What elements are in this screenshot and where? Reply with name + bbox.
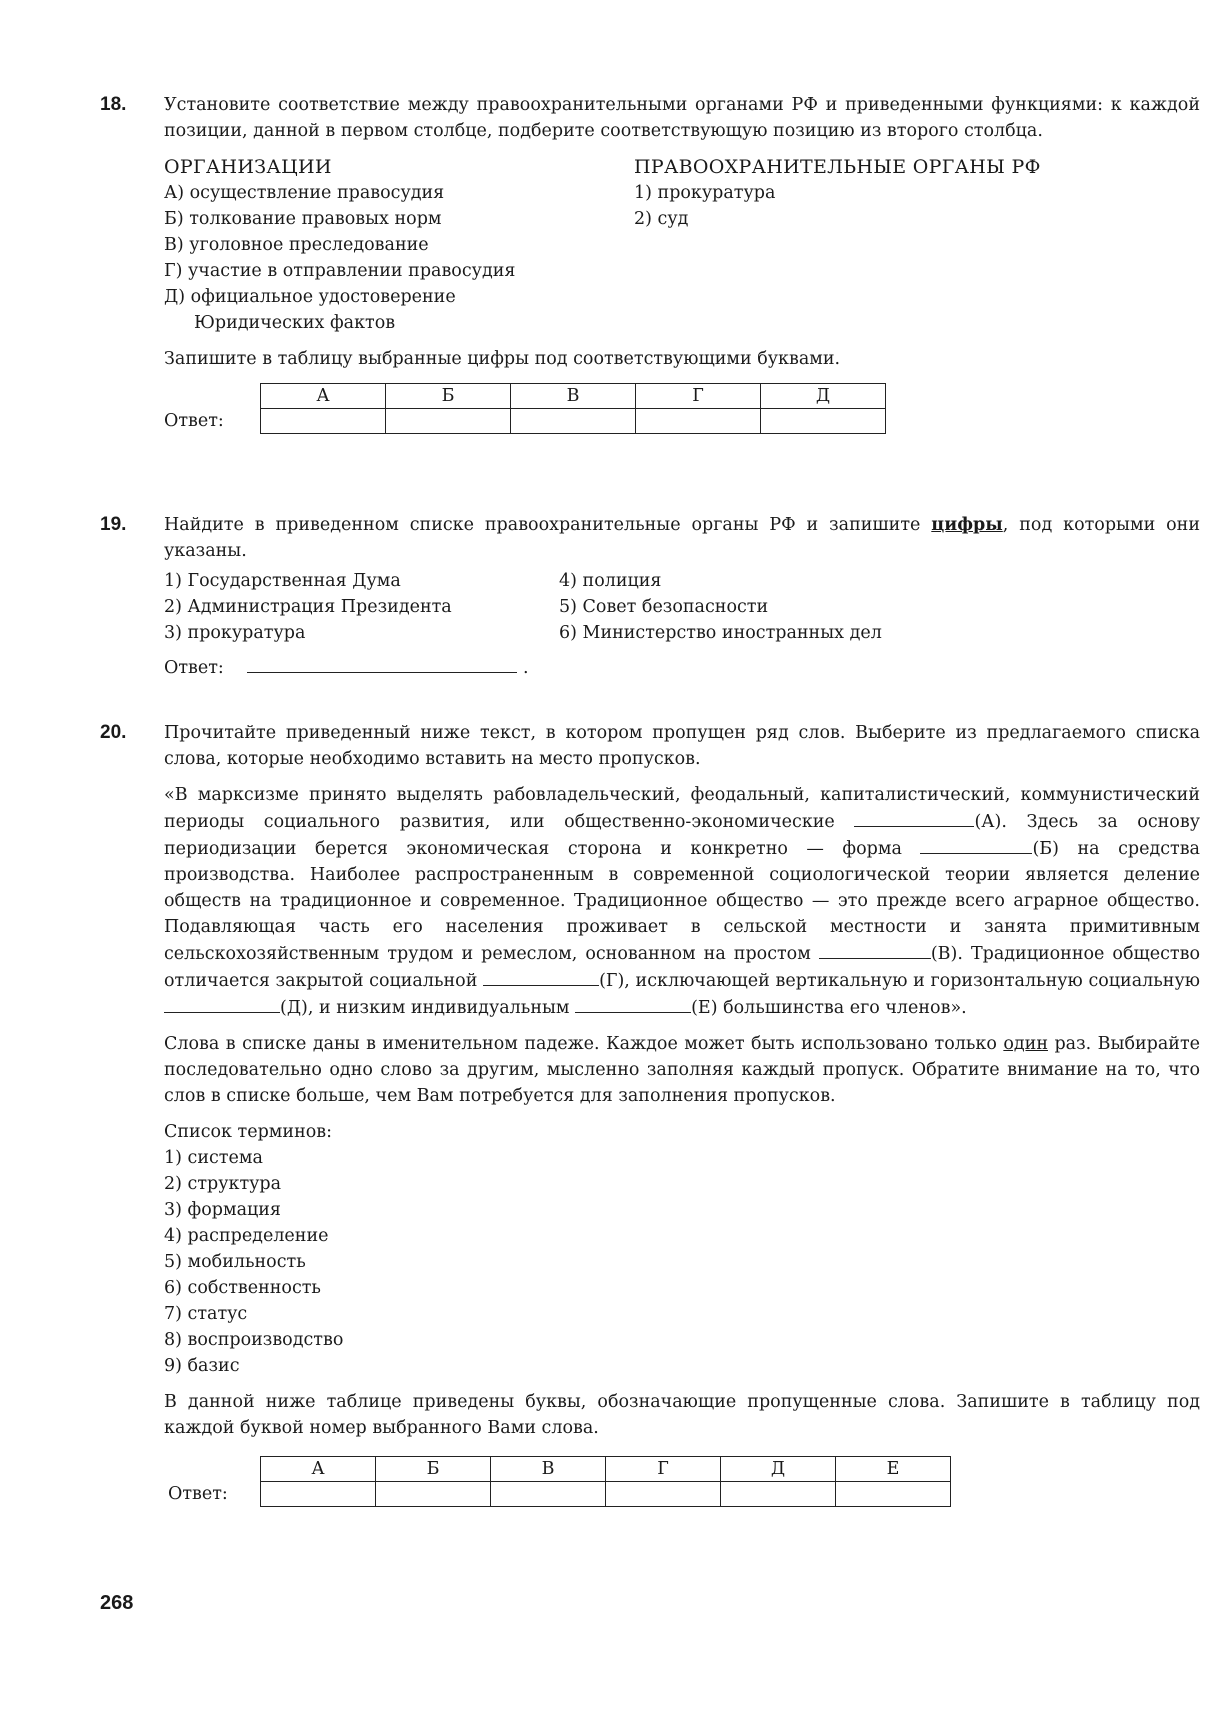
- answer-cell[interactable]: [376, 1481, 491, 1506]
- answer-cell[interactable]: [261, 1481, 376, 1506]
- task-number: 20.: [100, 722, 127, 743]
- list-item: 2) Администрация Президента: [164, 597, 452, 617]
- list-item: Д) официальное удостоверение: [164, 287, 456, 307]
- list-item: 9) базис: [164, 1356, 240, 1376]
- list-item: 6) собственность: [164, 1278, 321, 1298]
- terms-list: [164, 1145, 1200, 1379]
- list-item: 3) формация: [164, 1200, 281, 1220]
- list-item: 3) прокуратура: [164, 623, 306, 643]
- answer-cell[interactable]: [721, 1481, 836, 1506]
- list-item: 7) статус: [164, 1304, 248, 1324]
- gap-blank-b[interactable]: [920, 835, 1032, 854]
- list-item: 2) структура: [164, 1174, 282, 1194]
- list-item: 4) распределение: [164, 1226, 329, 1246]
- task-prompt: Установите соответствие между правоохранительными органами РФ и приведенными функциями: к каждой позиции, данной в первом столбце, подберите соответствующую позицию из второго столбца.: [164, 95, 1200, 141]
- gap-blank-e[interactable]: [164, 994, 280, 1013]
- task-prompt: Найдите в приведенном списке правоохранительные органы РФ и запишите цифры, под которыми они указаны.: [164, 515, 1201, 561]
- list-item: 1) система: [164, 1148, 263, 1168]
- answer-label: Ответ:: [168, 1484, 228, 1504]
- answer-cell[interactable]: [261, 408, 386, 433]
- task-prompt: Прочитайте приведенный ниже текст, в котором пропущен ряд слов. Выберите из предлагаемого списка слова, которые необходимо вставить на место пропусков.: [164, 723, 1200, 769]
- task-18: [100, 92, 1200, 434]
- gap-blank-d[interactable]: [483, 967, 599, 986]
- table-header-cell: В: [491, 1456, 606, 1481]
- answer-row: Ответ: .: [164, 654, 1200, 681]
- list-item: 4) полиция: [559, 571, 662, 591]
- answer-cell[interactable]: [606, 1481, 721, 1506]
- answer-cell[interactable]: [836, 1481, 951, 1506]
- list-item: 1) Государственная Дума: [164, 571, 401, 591]
- table-header-cell: Г: [606, 1456, 721, 1481]
- emphasis-one: один: [1003, 1034, 1048, 1054]
- gap-blank-c[interactable]: [819, 940, 931, 959]
- rules-text: Слова в списке даны в именительном падеже. Каждое может быть использовано только один раз. Выбирайте последовательно одно слово за другим, мысленно заполняя каждый пропуск. Обратите внимание на то, что слов в списке больше, чем Вам потребуется для заполнения пропусков.: [164, 1034, 1200, 1106]
- list-item: 5) Совет безопасности: [559, 597, 769, 617]
- list-item: А) осуществление правосудия: [164, 183, 445, 203]
- table-header-cell: Б: [376, 1456, 491, 1481]
- column-header-organizations: ОРГАНИЗАЦИИ: [164, 156, 332, 178]
- list-item: 5) мобильность: [164, 1252, 306, 1272]
- gap-blank-a[interactable]: [854, 808, 974, 827]
- gap-text: «В марксизме принято выделять рабовладельческий, феодальный, капиталистический, коммунистический периоды социального развития, или общественно-экономические (А). Здесь за основу периодизации берется экономическая сторона и конкретно — форма (Б) на средства производства. Наиболее распространенным в современной социологической теории является деление обществ на традиционное и современное. Традиционное общество — это прежде всего аграрное общество. Подавляющая часть его населения проживает в сельской местности и занята примитивным сельскохозяйственным трудом и ремеслом, основанном на простом (В). Традиционное общество отличается закрытой социальной (Г), исключающей вертикальную и горизонтальную социальную(Д), и низким индивидуальным (Е) большинства его членов».: [164, 785, 1200, 1018]
- table-header-cell: Е: [836, 1456, 951, 1481]
- task-number: 18.: [100, 94, 127, 115]
- table-instruction: В данной ниже таблице приведены буквы, обозначающие пропущенные слова. Запишите в таблицу под каждой буквой номер выбранного Вами слова.: [164, 1392, 1200, 1438]
- answer-label: Ответ:: [164, 411, 224, 431]
- answer-cell[interactable]: [491, 1481, 606, 1506]
- terms-heading: Список терминов:: [164, 1122, 333, 1142]
- table-header-cell: Д: [761, 383, 886, 408]
- column-header-law-enforcement: ПРАВООХРАНИТЕЛЬНЫЕ ОРГАНЫ РФ: [634, 156, 1041, 178]
- answer-cell[interactable]: [761, 408, 886, 433]
- answer-cell[interactable]: [636, 408, 761, 433]
- answer-table: [260, 1456, 951, 1507]
- table-header-cell: В: [511, 383, 636, 408]
- table-header-cell: Д: [721, 1456, 836, 1481]
- answer-table: [260, 383, 886, 434]
- matching-columns: [164, 154, 1200, 336]
- page-number: 268: [100, 1592, 134, 1614]
- emphasis-digits: цифры: [931, 515, 1003, 535]
- task-20: [100, 720, 1200, 1507]
- answer-row: [164, 382, 1200, 434]
- list-item: В) уголовное преследование: [164, 235, 429, 255]
- list-item: Г) участие в отправлении правосудия: [164, 261, 516, 281]
- table-header-cell: Г: [636, 383, 761, 408]
- list-item: 2) суд: [634, 209, 689, 229]
- list-item: 6) Министерство иностранных дел: [559, 623, 882, 643]
- gap-blank-f[interactable]: [575, 994, 691, 1013]
- table-header-cell: А: [261, 1456, 376, 1481]
- answer-cell[interactable]: [511, 408, 636, 433]
- answer-row: [164, 1455, 1200, 1507]
- list-item: Б) толкование правовых норм: [164, 209, 442, 229]
- answer-line[interactable]: [247, 654, 517, 673]
- list-item: 1) прокуратура: [634, 183, 776, 203]
- table-header-cell: А: [261, 383, 386, 408]
- table-instruction: Запишите в таблицу выбранные цифры под соответствующими буквами.: [164, 349, 841, 369]
- task-19: [100, 512, 1200, 681]
- options-list: [164, 568, 1200, 646]
- list-item-continuation: Юридических фактов: [194, 313, 396, 333]
- task-number: 19.: [100, 514, 127, 535]
- table-header-cell: Б: [386, 383, 511, 408]
- list-item: 8) воспроизводство: [164, 1330, 344, 1350]
- answer-label: Ответ:: [164, 658, 224, 678]
- answer-cell[interactable]: [386, 408, 511, 433]
